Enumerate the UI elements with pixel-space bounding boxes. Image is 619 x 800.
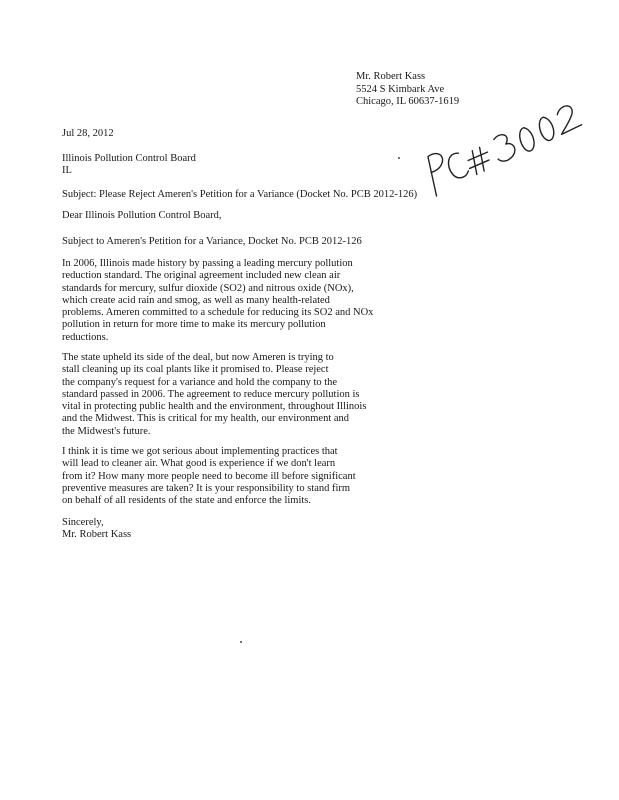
paragraph-line: standards for mercury, sulfur dioxide (SO2) and nitrous oxide (NOx), [62,282,354,294]
paragraph-line: which create acid rain and smog, as well as many health-related [62,294,330,306]
paragraph-line: on behalf of all residents of the state and enforce the limits. [62,495,312,507]
paragraph-line: from it? How many more people need to become ill before significant [62,470,356,482]
paragraph-line: problems. Ameren committed to a schedule for reducing its SO2 and NOx [62,307,374,319]
scan-speck [240,641,242,643]
paragraph-line: will lead to cleaner air. What good is experience if we don't learn [62,458,336,470]
paragraph-line: reductions. [62,331,109,343]
paragraph-3 [62,446,356,507]
scan-speck [398,157,400,159]
paragraph-line: standard passed in 2006. The agreement to reduce mercury pollution is [62,388,360,400]
recipient-line2: IL [62,165,72,176]
paragraph-line: preventive measures are taken? It is your responsibility to stand firm [62,482,351,494]
paragraph-line: vital in protecting public health and the environment, throughout Illinois [62,401,367,413]
paragraph-line: I think it is time we got serious about implementing practices that [62,446,338,457]
paragraph-line: the company's request for a variance and hold the company to the [62,376,338,388]
signature-name: Mr. Robert Kass [62,529,132,540]
paragraph-line: The state upheld its side of the deal, but now Ameren is trying to [62,352,334,363]
paragraph-line: the Midwest's future. [62,425,151,437]
subject-line: Subject: Please Reject Ameren's Petition for a Variance (Docket No. PCB 2012-126) [62,189,418,200]
recipient-line1: Illinois Pollution Control Board [62,153,196,164]
paragraph-line: and the Midwest. This is critical for my health, our environment and [62,413,350,425]
salutation: Dear Illinois Pollution Control Board, [62,210,222,221]
paragraph-line: pollution in return for more time to make its mercury pollution [62,319,326,331]
paragraph-2 [62,352,366,438]
paragraph-1 [62,258,373,344]
sender-name: Mr. Robert Kass [356,71,426,82]
letter-date: Jul 28, 2012 [62,128,114,139]
closing: Sincerely, [62,517,104,528]
paragraph-line: stall cleaning up its coal plants like it promised to. Please reject [62,364,329,376]
paragraph-line: In 2006, Illinois made history by passing a leading mercury pollution [62,258,353,269]
subject-line-2: Subject to Ameren's Petition for a Variance, Docket No. PCB 2012-126 [62,236,362,247]
paragraph-line: reduction standard. The original agreement included new clean air [62,270,341,282]
sender-street: 5524 S Kimbark Ave [356,84,445,95]
sender-city: Chicago, IL 60637-1619 [356,96,460,107]
